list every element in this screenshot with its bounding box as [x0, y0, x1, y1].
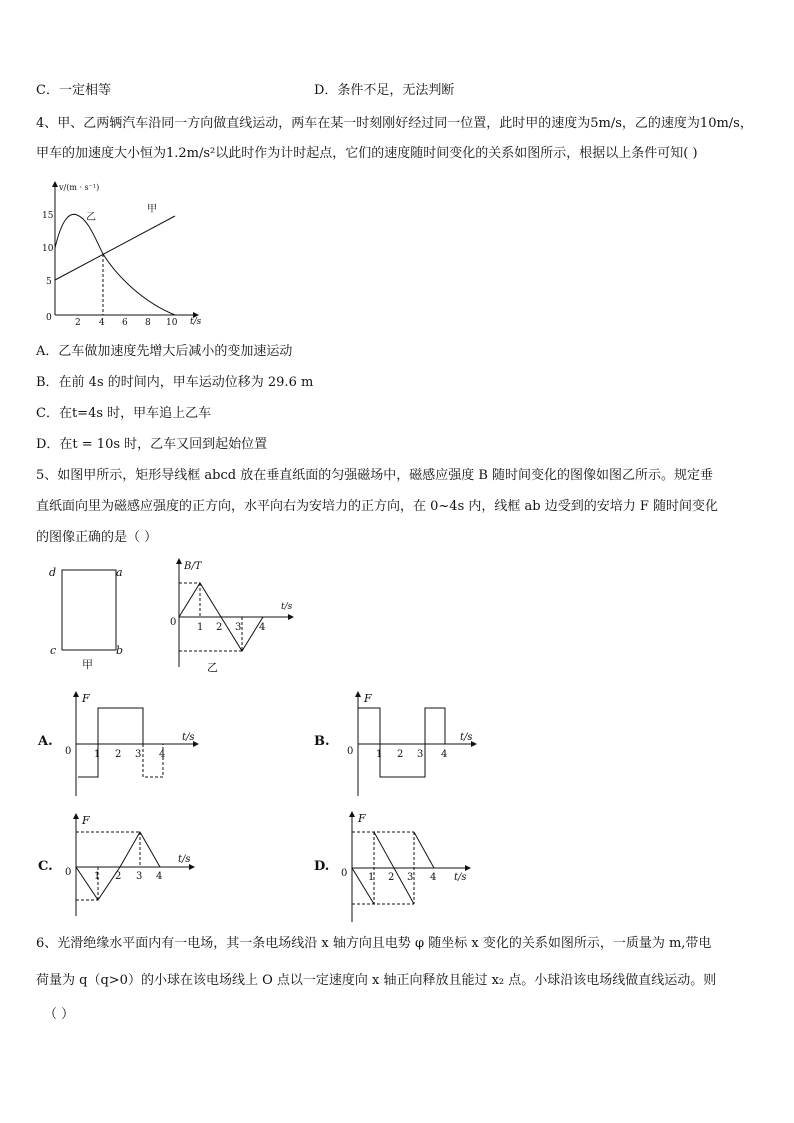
tick-3: 3 — [417, 749, 424, 760]
curve-yi — [55, 214, 175, 315]
tick-1: 1 — [94, 749, 101, 760]
tick-4: 4 — [156, 871, 163, 882]
y-axis-label: v/(m · s⁻¹) — [59, 183, 100, 192]
tick-4: 4 — [441, 749, 448, 760]
x-axis-label: t/s — [460, 732, 473, 743]
choice-d-graph[interactable] — [338, 808, 478, 928]
option-d-prev: D．条件不足，无法判断 — [314, 83, 455, 98]
tick-4: 4 — [259, 622, 266, 633]
choice-b-graph[interactable] — [344, 688, 484, 798]
wire-frame — [62, 570, 116, 650]
q5-frame-figure — [40, 560, 150, 680]
tick-3: 3 — [135, 749, 142, 760]
origin-label: 0 — [341, 868, 348, 879]
q4-option-c: C．在t=4s 时，甲车追上乙车 — [36, 406, 212, 421]
choice-c-letter[interactable]: C. — [38, 859, 53, 874]
origin-label: 0 — [65, 746, 72, 757]
y-tick-10: 10 — [42, 244, 54, 254]
q4-stem-line1: 4、甲、乙两辆汽车沿同一方向做直线运动，两车在某一时刻刚好经过同一位置，此时甲的速度为5m/s，乙的速度为10m/s， — [36, 116, 753, 131]
option-c-prev: C．一定相等 — [36, 83, 111, 98]
origin-label: 0 — [46, 313, 52, 323]
seg-1-3 — [98, 708, 143, 744]
choice-b-letter[interactable]: B. — [314, 734, 330, 749]
tick-3: 3 — [407, 872, 414, 883]
x-tick-2: 2 — [75, 318, 81, 328]
choice-c-graph[interactable] — [62, 810, 202, 920]
tick-3: 3 — [136, 871, 143, 882]
tick-1: 1 — [368, 872, 375, 883]
x-axis-label: t/s — [281, 602, 293, 612]
f-seg-3 — [414, 832, 434, 868]
corner-a: a — [116, 566, 123, 579]
choice-d-letter[interactable]: D. — [314, 859, 330, 874]
q5-stem-line1: 5、如图甲所示，矩形导线框 abcd 放在垂直纸面的匀强磁场中，磁感应强度 B 随时间变化的图像如图乙所示。规定垂 — [36, 468, 714, 483]
y-axis-label: F — [358, 812, 366, 825]
corner-b: b — [116, 644, 124, 657]
origin-label: 0 — [170, 617, 177, 628]
corner-c: c — [50, 644, 57, 657]
q4-stem-line2: 甲车的加速度大小恒为1.2m/s²以此时作为计时起点，它们的速度随时间变化的关系如图所示，根据以上条件可知( ) — [36, 146, 698, 161]
origin-label: 0 — [347, 746, 354, 757]
q4-option-a: A．乙车做加速度先增大后减小的变加速运动 — [36, 344, 293, 359]
x-tick-10: 10 — [166, 318, 178, 328]
tick-1: 1 — [376, 749, 383, 760]
bgraph-caption: 乙 — [207, 661, 218, 674]
x-tick-8: 8 — [145, 318, 151, 328]
f-curve — [76, 832, 163, 900]
x-axis-label: t/s — [182, 732, 195, 743]
q4-velocity-graph — [40, 178, 240, 328]
tick-2: 2 — [216, 622, 223, 633]
y-axis-label: F — [364, 692, 372, 705]
tick-2: 2 — [115, 871, 122, 882]
y-tick-5: 5 — [46, 277, 52, 287]
y-tick-15: 15 — [42, 211, 54, 221]
q6-stem-line1: 6、光滑绝缘水平面内有一电场，其一条电场线沿 x 轴方向且电势 φ 随坐标 x 变化的关系如图所示，一质量为 m,带电 — [36, 936, 712, 951]
tick-3: 3 — [235, 622, 242, 633]
label-jia: 甲 — [147, 204, 157, 215]
y-axis-label: B/T — [184, 561, 202, 572]
choice-a-graph[interactable] — [62, 688, 202, 798]
tick-2: 2 — [397, 749, 404, 760]
q5-stem-line2: 直纸面向里为磁感应强度的正方向，水平向右为安培力的正方向，在 0~4s 内，线框 ab 边受到的安培力 F 随时间变化 — [36, 499, 718, 514]
x-tick-4: 4 — [99, 318, 105, 328]
tick-2: 2 — [388, 872, 395, 883]
y-axis-label: F — [82, 692, 90, 705]
q6-stem-line3: （ ） — [44, 1007, 75, 1022]
q4-option-b: B．在前 4s 的时间内，甲车运动位移为 29.6 m — [36, 375, 314, 390]
x-axis-label: t/s — [178, 854, 191, 865]
frame-caption: 甲 — [82, 658, 93, 671]
q5-stem-line3: 的图像正确的是（ ） — [36, 530, 158, 545]
x-axis-label: t/s — [454, 872, 467, 883]
tick-2: 2 — [115, 749, 122, 760]
x-axis-label: t/s — [190, 317, 202, 327]
choice-a-letter[interactable]: A. — [38, 734, 53, 749]
tick-1: 1 — [94, 871, 101, 882]
q6-stem-line2: 荷量为 q（q>0）的小球在该电场线上 O 点以一定速度向 x 轴正向释放且能过 x₂ 点。小球沿该电场线做直线运动。则 — [36, 973, 717, 988]
q4-option-d: D．在t = 10s 时，乙车又回到起始位置 — [36, 437, 268, 452]
label-yi: 乙 — [86, 212, 96, 223]
x-tick-6: 6 — [122, 318, 128, 328]
q5-b-graph — [165, 555, 305, 675]
origin-label: 0 — [65, 867, 72, 878]
tick-1: 1 — [197, 622, 204, 633]
tick-4: 4 — [159, 749, 166, 760]
y-axis-label: F — [82, 814, 90, 827]
seg-0-1 — [358, 708, 380, 744]
tick-4: 4 — [430, 872, 437, 883]
seg-3-4 — [425, 708, 445, 744]
corner-d: d — [49, 566, 57, 579]
